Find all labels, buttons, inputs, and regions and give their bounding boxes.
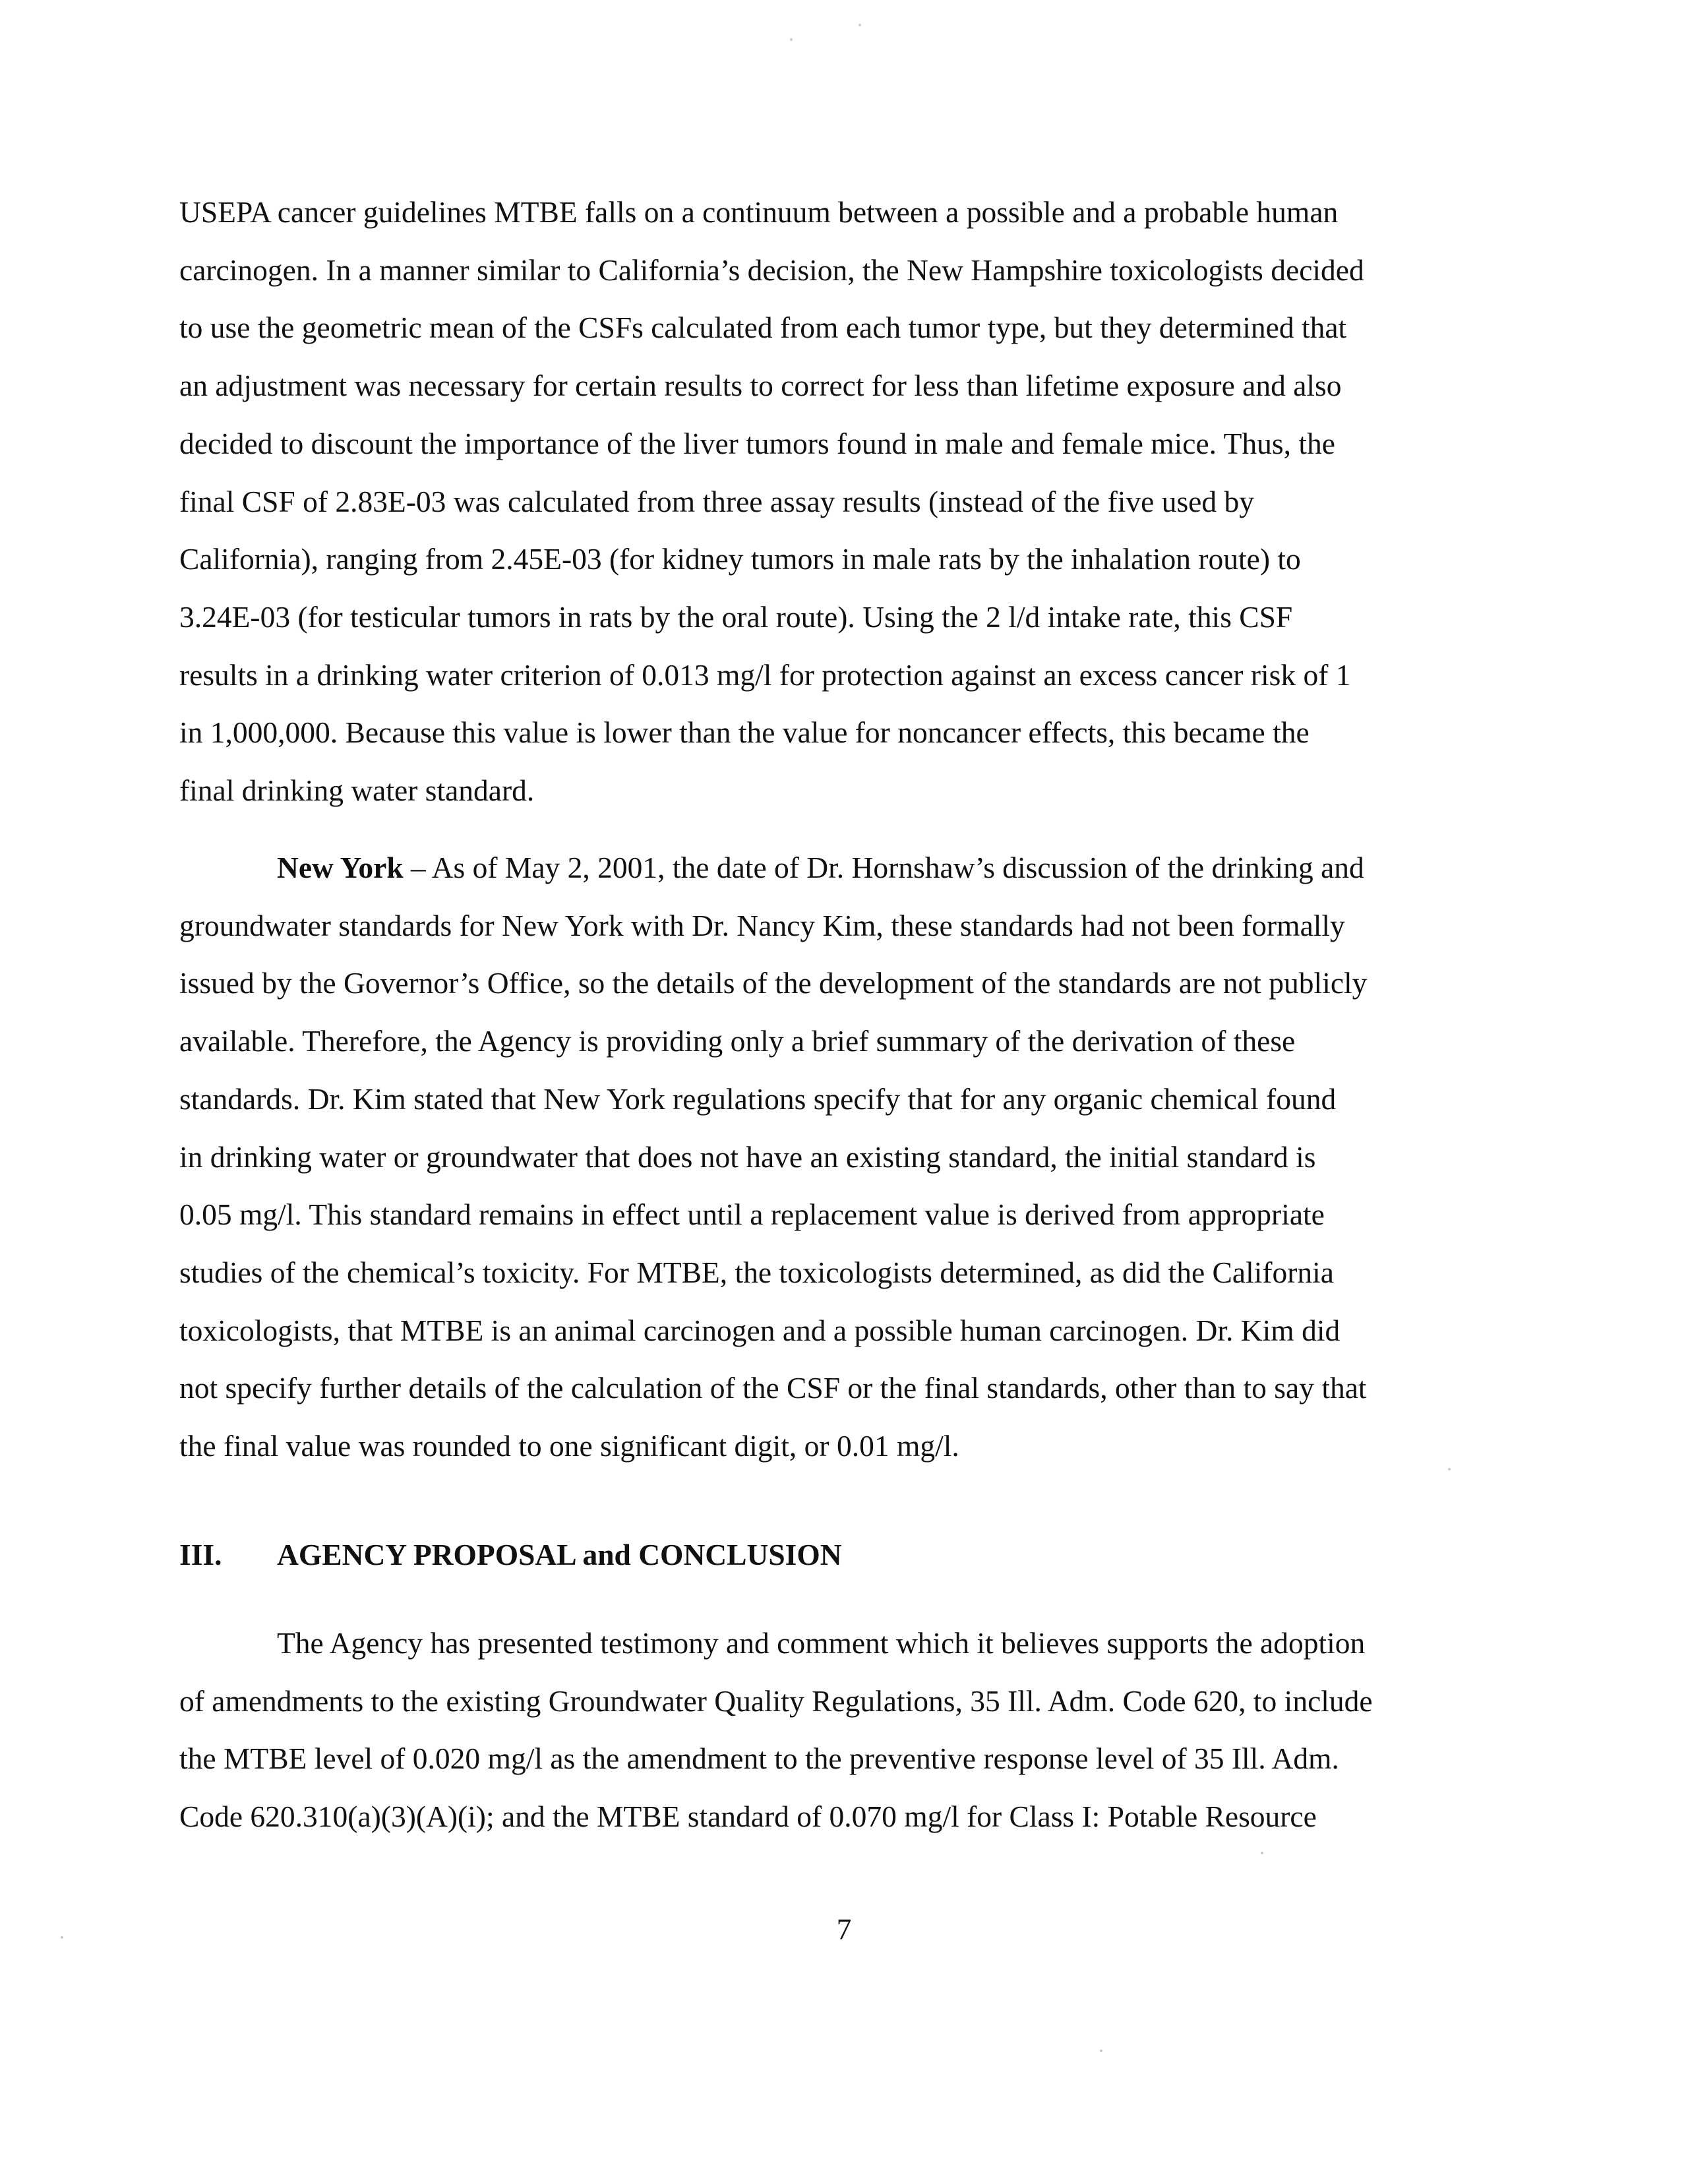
scan-speck: [1448, 1468, 1451, 1471]
text-line: The Agency has presented testimony and comment which it believes supports the adoption: [277, 1626, 1366, 1660]
text-line: in drinking water or groundwater that does not have an existing standard, the initial standard is: [179, 1139, 1316, 1174]
scan-speck: [1100, 2049, 1102, 2052]
text-line: final drinking water standard.: [179, 774, 535, 808]
page-number: 7: [836, 1912, 852, 1946]
text-line: the final value was rounded to one significant digit, or 0.01 mg/l.: [179, 1429, 959, 1463]
text-line: of amendments to the existing Groundwater Quality Regulations, 35 Ill. Adm. Code 620, to include: [179, 1684, 1373, 1718]
section-number: III.: [179, 1538, 222, 1571]
scan-speck: [1261, 1852, 1263, 1854]
text-line: issued by the Governor’s Office, so the details of the development of the standards are not publicly: [179, 966, 1368, 1000]
paragraph-agency-proposal: [179, 1614, 1505, 1846]
section-heading: [179, 1529, 842, 1581]
text-line: California), ranging from 2.45E-03 (for kidney tumors in male rats by the inhalation route) to: [179, 542, 1301, 576]
text-line: an adjustment was necessary for certain results to correct for less than lifetime exposure and also: [179, 369, 1342, 403]
text-line: Code 620.310(a)(3)(A)(i); and the MTBE standard of 0.070 mg/l for Class I: Potable Resource: [179, 1800, 1317, 1834]
text-line: carcinogen. In a manner similar to California’s decision, the New Hampshire toxicologists decided: [179, 253, 1364, 287]
text-line: [179, 839, 1505, 897]
scan-speck: [859, 24, 861, 26]
text-line: groundwater standards for New York with Dr. Nancy Kim, these standards had not been formally: [179, 908, 1345, 942]
text-line: results in a drinking water criterion of 0.013 mg/l for protection against an excess cancer risk of 1: [179, 657, 1351, 692]
text-line: to use the geometric mean of the CSFs calculated from each tumor type, but they determined that: [179, 311, 1347, 345]
section-title: AGENCY PROPOSAL and CONCLUSION: [277, 1538, 842, 1571]
scan-speck: [61, 1936, 63, 1939]
paragraph-new-york: [179, 839, 1505, 1475]
text-line: 3.24E-03 (for testicular tumors in rats by the oral route). Using the 2 l/d intake rate, this CSF: [179, 599, 1293, 634]
text-line: USEPA cancer guidelines MTBE falls on a continuum between a possible and a probable human: [179, 195, 1339, 229]
scan-speck: [790, 38, 793, 41]
text-line: decided to discount the importance of the liver tumors found in male and female mice. Thus, the: [179, 426, 1335, 460]
text-line: the MTBE level of 0.020 mg/l as the amendment to the preventive response level of 35 Ill. Adm.: [179, 1742, 1339, 1776]
paragraph-lead: New York: [277, 851, 404, 884]
text-line: toxicologists, that MTBE is an animal carcinogen and a possible human carcinogen. Dr. Kim did: [179, 1313, 1341, 1347]
text-line: standards. Dr. Kim stated that New York regulations specify that for any organic chemical found: [179, 1081, 1337, 1116]
text-line: not specify further details of the calculation of the CSF or the final standards, other than to say that: [179, 1371, 1367, 1405]
text-line: studies of the chemical’s toxicity. For MTBE, the toxicologists determined, as did the California: [179, 1255, 1334, 1289]
text-line-rest: – As of May 2, 2001, the date of Dr. Hornshaw’s discussion of the drinking and: [403, 851, 1364, 884]
text-line: available. Therefore, the Agency is providing only a brief summary of the derivation of these: [179, 1024, 1296, 1058]
text-line: in 1,000,000. Because this value is lower than the value for noncancer effects, this became the: [179, 715, 1310, 750]
text-line: final CSF of 2.83E-03 was calculated from three assay results (instead of the five used by: [179, 484, 1254, 518]
text-line: 0.05 mg/l. This standard remains in effect until a replacement value is derived from appropriate: [179, 1198, 1325, 1232]
paragraph-new-hampshire: [179, 183, 1505, 820]
